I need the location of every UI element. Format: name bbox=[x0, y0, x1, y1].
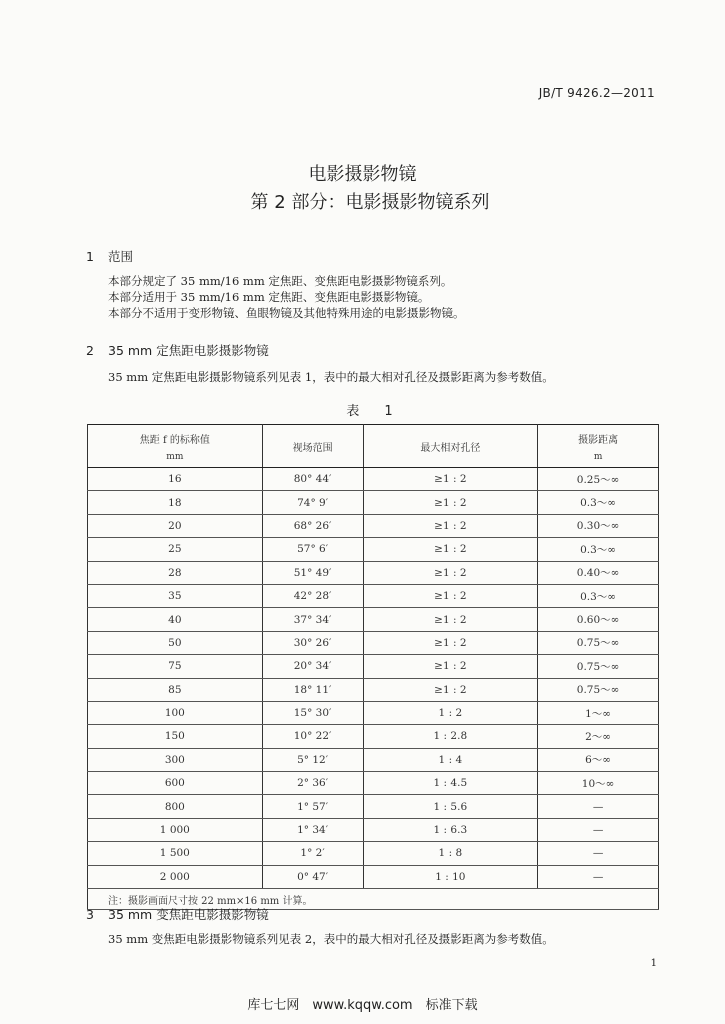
focal-length-cell: 16 bbox=[88, 468, 263, 491]
table-row bbox=[88, 748, 659, 771]
table-row bbox=[88, 561, 659, 584]
paragraph: 本部分适用于 35 mm/16 mm 定焦距、变焦距电影摄影物镜。 bbox=[108, 290, 430, 304]
column-header-focal-length: 焦距 f 的标称值 mm bbox=[88, 425, 263, 468]
focal-length-cell: 600 bbox=[88, 772, 263, 795]
max-aperture-cell: ≥1 : 2 bbox=[363, 584, 538, 607]
column-header-focus-distance: 摄影距离 m bbox=[538, 425, 659, 468]
focus-distance-cell: 0.25～∞ bbox=[538, 468, 659, 491]
column-header-max-aperture: 最大相对孔径 bbox=[363, 425, 538, 468]
max-aperture-cell: ≥1 : 2 bbox=[363, 608, 538, 631]
field-of-view-cell: 74° 9′ bbox=[262, 491, 363, 514]
max-aperture-cell: ≥1 : 2 bbox=[363, 631, 538, 654]
max-aperture-cell: 1 : 8 bbox=[363, 842, 538, 865]
focal-length-cell: 28 bbox=[88, 561, 263, 584]
max-aperture-cell: 1 : 10 bbox=[363, 865, 538, 888]
table-row bbox=[88, 842, 659, 865]
table-row bbox=[88, 468, 659, 491]
field-of-view-cell: 1° 57′ bbox=[262, 795, 363, 818]
page-number: 1 bbox=[650, 958, 657, 969]
table-row bbox=[88, 584, 659, 607]
section-title: 范围 bbox=[108, 249, 134, 264]
table-row bbox=[88, 631, 659, 654]
field-of-view-cell: 51° 49′ bbox=[262, 561, 363, 584]
focal-length-cell: 20 bbox=[88, 514, 263, 537]
lens-series-table bbox=[87, 424, 659, 910]
section-1-heading bbox=[86, 247, 133, 265]
table-row bbox=[88, 514, 659, 537]
focus-distance-cell: 0.75～∞ bbox=[538, 678, 659, 701]
focus-distance-cell: 0.75～∞ bbox=[538, 655, 659, 678]
section-number: 1 bbox=[86, 249, 94, 264]
focus-distance-cell: — bbox=[538, 842, 659, 865]
table-row bbox=[88, 818, 659, 841]
focal-length-cell: 800 bbox=[88, 795, 263, 818]
section-3-heading bbox=[86, 905, 269, 923]
focus-distance-cell: 6～∞ bbox=[538, 748, 659, 771]
field-of-view-cell: 42° 28′ bbox=[262, 584, 363, 607]
table-row bbox=[88, 678, 659, 701]
focal-length-cell: 100 bbox=[88, 701, 263, 724]
table-row bbox=[88, 725, 659, 748]
focus-distance-cell: 0.75～∞ bbox=[538, 631, 659, 654]
table-row bbox=[88, 701, 659, 724]
field-of-view-cell: 57° 6′ bbox=[262, 538, 363, 561]
table-row bbox=[88, 865, 659, 888]
focal-length-cell: 18 bbox=[88, 491, 263, 514]
max-aperture-cell: ≥1 : 2 bbox=[363, 514, 538, 537]
focal-length-cell: 150 bbox=[88, 725, 263, 748]
paragraph: 本部分规定了 35 mm/16 mm 定焦距、变焦距电影摄影物镜系列。 bbox=[108, 274, 453, 288]
focus-distance-cell: 0.60～∞ bbox=[538, 608, 659, 631]
focal-length-cell: 75 bbox=[88, 655, 263, 678]
field-of-view-cell: 30° 26′ bbox=[262, 631, 363, 654]
section-3-body: 35 mm 变焦距电影摄影物镜系列见表 2，表中的最大相对孔径及摄影距离为参考数值。 bbox=[108, 932, 554, 946]
max-aperture-cell: 1 : 5.6 bbox=[363, 795, 538, 818]
max-aperture-cell: 1 : 6.3 bbox=[363, 818, 538, 841]
field-of-view-cell: 20° 34′ bbox=[262, 655, 363, 678]
table-row bbox=[88, 491, 659, 514]
max-aperture-cell: ≥1 : 2 bbox=[363, 678, 538, 701]
max-aperture-cell: 1 : 4.5 bbox=[363, 772, 538, 795]
max-aperture-cell: ≥1 : 2 bbox=[363, 468, 538, 491]
focal-length-cell: 35 bbox=[88, 584, 263, 607]
focus-distance-cell: — bbox=[538, 865, 659, 888]
focal-length-cell: 300 bbox=[88, 748, 263, 771]
max-aperture-cell: 1 : 4 bbox=[363, 748, 538, 771]
watermark-footer: 库七七网 www.kqqw.com 标准下载 bbox=[247, 998, 478, 1013]
section-number: 3 bbox=[86, 907, 94, 922]
table-row bbox=[88, 655, 659, 678]
focal-length-cell: 85 bbox=[88, 678, 263, 701]
table-note: 注：摄影画面尺寸按 22 mm×16 mm 计算。 bbox=[88, 889, 659, 910]
focus-distance-cell: 2～∞ bbox=[538, 725, 659, 748]
focus-distance-cell: 0.40～∞ bbox=[538, 561, 659, 584]
field-of-view-cell: 80° 44′ bbox=[262, 468, 363, 491]
max-aperture-cell: 1 : 2.8 bbox=[363, 725, 538, 748]
table-row bbox=[88, 538, 659, 561]
max-aperture-cell: ≥1 : 2 bbox=[363, 561, 538, 584]
max-aperture-cell: ≥1 : 2 bbox=[363, 491, 538, 514]
field-of-view-cell: 2° 36′ bbox=[262, 772, 363, 795]
document-title: 电影摄影物镜 bbox=[308, 164, 417, 185]
focus-distance-cell: 0.30～∞ bbox=[538, 514, 659, 537]
section-2-body: 35 mm 定焦距电影摄影物镜系列见表 1，表中的最大相对孔径及摄影距离为参考数值。 bbox=[108, 370, 554, 384]
table-caption: 表 1 bbox=[346, 404, 399, 419]
field-of-view-cell: 37° 34′ bbox=[262, 608, 363, 631]
focal-length-cell: 40 bbox=[88, 608, 263, 631]
section-number: 2 bbox=[86, 343, 94, 358]
field-of-view-cell: 68° 26′ bbox=[262, 514, 363, 537]
field-of-view-cell: 10° 22′ bbox=[262, 725, 363, 748]
section-1-body bbox=[108, 273, 465, 321]
focal-length-cell: 25 bbox=[88, 538, 263, 561]
field-of-view-cell: 18° 11′ bbox=[262, 678, 363, 701]
document-subtitle: 第 2 部分：电影摄影物镜系列 bbox=[250, 192, 490, 213]
focus-distance-cell: 0.3～∞ bbox=[538, 584, 659, 607]
focus-distance-cell: — bbox=[538, 818, 659, 841]
column-header-field-of-view: 视场范围 bbox=[262, 425, 363, 468]
section-title: 35 mm 定焦距电影摄影物镜 bbox=[108, 343, 269, 358]
table-row bbox=[88, 772, 659, 795]
focal-length-cell: 50 bbox=[88, 631, 263, 654]
table-header-row bbox=[88, 425, 659, 468]
field-of-view-cell: 0° 47′ bbox=[262, 865, 363, 888]
table-row bbox=[88, 795, 659, 818]
focus-distance-cell: — bbox=[538, 795, 659, 818]
field-of-view-cell: 1° 2′ bbox=[262, 842, 363, 865]
field-of-view-cell: 1° 34′ bbox=[262, 818, 363, 841]
section-title: 35 mm 变焦距电影摄影物镜 bbox=[108, 907, 269, 922]
field-of-view-cell: 15° 30′ bbox=[262, 701, 363, 724]
focus-distance-cell: 10～∞ bbox=[538, 772, 659, 795]
paragraph: 本部分不适用于变形物镜、鱼眼物镜及其他特殊用途的电影摄影物镜。 bbox=[108, 306, 465, 320]
max-aperture-cell: ≥1 : 2 bbox=[363, 655, 538, 678]
focal-length-cell: 1 000 bbox=[88, 818, 263, 841]
max-aperture-cell: ≥1 : 2 bbox=[363, 538, 538, 561]
focal-length-cell: 2 000 bbox=[88, 865, 263, 888]
max-aperture-cell: 1 : 2 bbox=[363, 701, 538, 724]
field-of-view-cell: 5° 12′ bbox=[262, 748, 363, 771]
table-row bbox=[88, 608, 659, 631]
focal-length-cell: 1 500 bbox=[88, 842, 263, 865]
focus-distance-cell: 0.3～∞ bbox=[538, 491, 659, 514]
focus-distance-cell: 0.3～∞ bbox=[538, 538, 659, 561]
section-2-heading bbox=[86, 341, 269, 359]
focus-distance-cell: 1～∞ bbox=[538, 701, 659, 724]
document-code: JB/T 9426.2—2011 bbox=[538, 86, 655, 100]
